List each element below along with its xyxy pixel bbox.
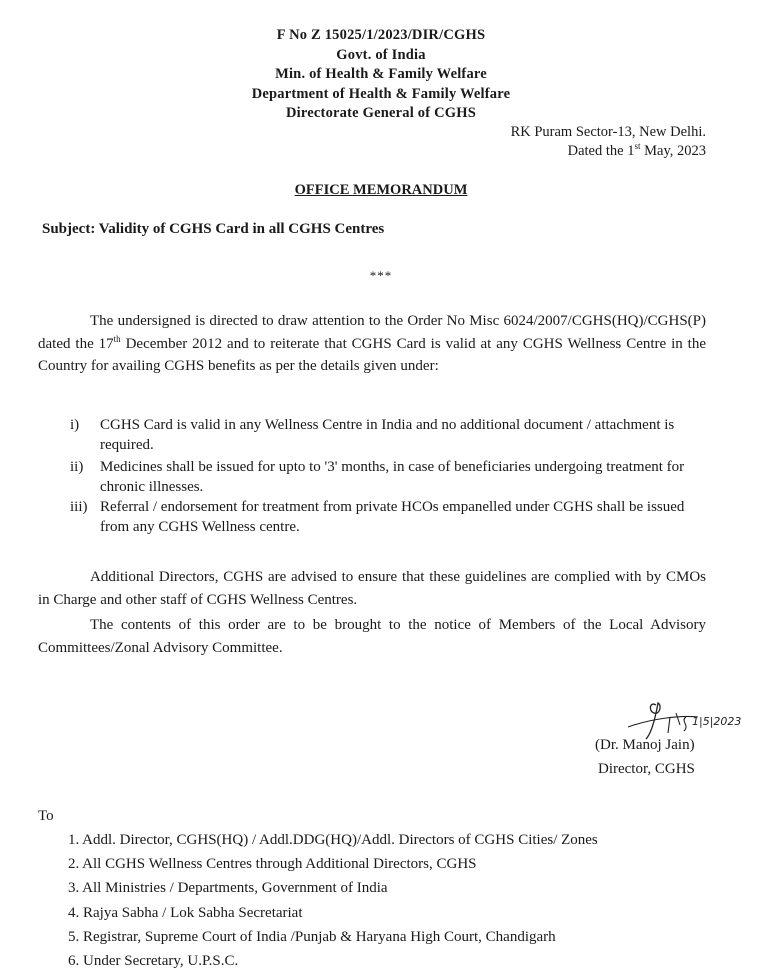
- item-text: Referral / endorsement for treatment from private HCOs empanelled under CGHS shall be issued from any CGHS Wellness centre.: [100, 499, 685, 535]
- ministry-line: Min. of Health & Family Welfare: [275, 66, 487, 82]
- item-number: i): [70, 417, 80, 433]
- notice-paragraph: [38, 614, 706, 659]
- item-number: iii): [70, 499, 88, 515]
- intro-sup: th: [113, 333, 121, 344]
- govt-line: Govt. of India: [336, 47, 426, 63]
- signatory-designation: Director, CGHS: [598, 761, 695, 777]
- recipient-item: 1. Addl. Director, CGHS(HQ) / Addl.DDG(HQ)/Addl. Directors of CGHS Cities/ Zones: [68, 832, 598, 848]
- intro-text-2: December 2012 and to reiterate that CGHS Card is valid at any CGHS Wellness Centre in the Country for availing CGHS benefits as per the details given under:: [38, 335, 707, 374]
- to-label: To: [38, 808, 54, 824]
- separator-stars: ***: [369, 268, 393, 283]
- date-line: [568, 143, 706, 160]
- item-text: CGHS Card is valid in any Wellness Centre in India and no additional document / attachment is required.: [100, 417, 675, 453]
- address-line: RK Puram Sector-13, New Delhi.: [510, 124, 706, 140]
- directive-text: Additional Directors, CGHS are advised to ensure that these guidelines are complied with by CMOs in Charge and other staff of CGHS Wellness Centres.: [38, 569, 706, 608]
- recipient-item: 4. Rajya Sabha / Lok Sabha Secretariat: [68, 905, 303, 921]
- notice-text: The contents of this order are to be brought to the notice of Members of the Local Advisory Committees/Zonal Advisory Committee.: [38, 617, 706, 656]
- list-item: [70, 415, 710, 455]
- memo-title: OFFICE MEMORANDUM: [294, 182, 468, 198]
- recipient-item: 5. Registrar, Supreme Court of India /Punjab & Haryana High Court, Chandigarh: [68, 929, 556, 945]
- directorate-line: Directorate General of CGHS: [286, 105, 476, 121]
- date-prefix: Dated the 1: [567, 143, 635, 159]
- list-item: [70, 497, 710, 537]
- department-line: Department of Health & Family Welfare: [251, 86, 511, 102]
- subject-line: Subject: Validity of CGHS Card in all CGHS Centres: [42, 221, 385, 237]
- directive-paragraph: [38, 566, 706, 611]
- intro-paragraph: [38, 310, 706, 378]
- date-suffix: May, 2023: [640, 143, 706, 159]
- file-number: F No Z 15025/1/2023/DIR/CGHS: [276, 27, 486, 43]
- signatory-name: (Dr. Manoj Jain): [595, 737, 695, 753]
- item-number: ii): [70, 459, 84, 475]
- intro-text-1: The undersigned is directed to draw attention to the Order No Misc 6024/2007/CGHS(HQ)/CGHS(P) dated the 17: [38, 313, 706, 352]
- recipient-item: 2. All CGHS Wellness Centres through Additional Directors, CGHS: [68, 856, 477, 872]
- recipient-item: 3. All Ministries / Departments, Government of India: [68, 880, 388, 896]
- recipient-item: 6. Under Secretary, U.P.S.C.: [68, 953, 239, 969]
- date-sup: st: [634, 141, 641, 152]
- signature-date: 1|5|2023: [692, 715, 742, 728]
- item-text: Medicines shall be issued for upto to '3' months, in case of beneficiaries undergoing treatment for chronic illnesses.: [100, 459, 685, 495]
- list-item: [70, 457, 710, 497]
